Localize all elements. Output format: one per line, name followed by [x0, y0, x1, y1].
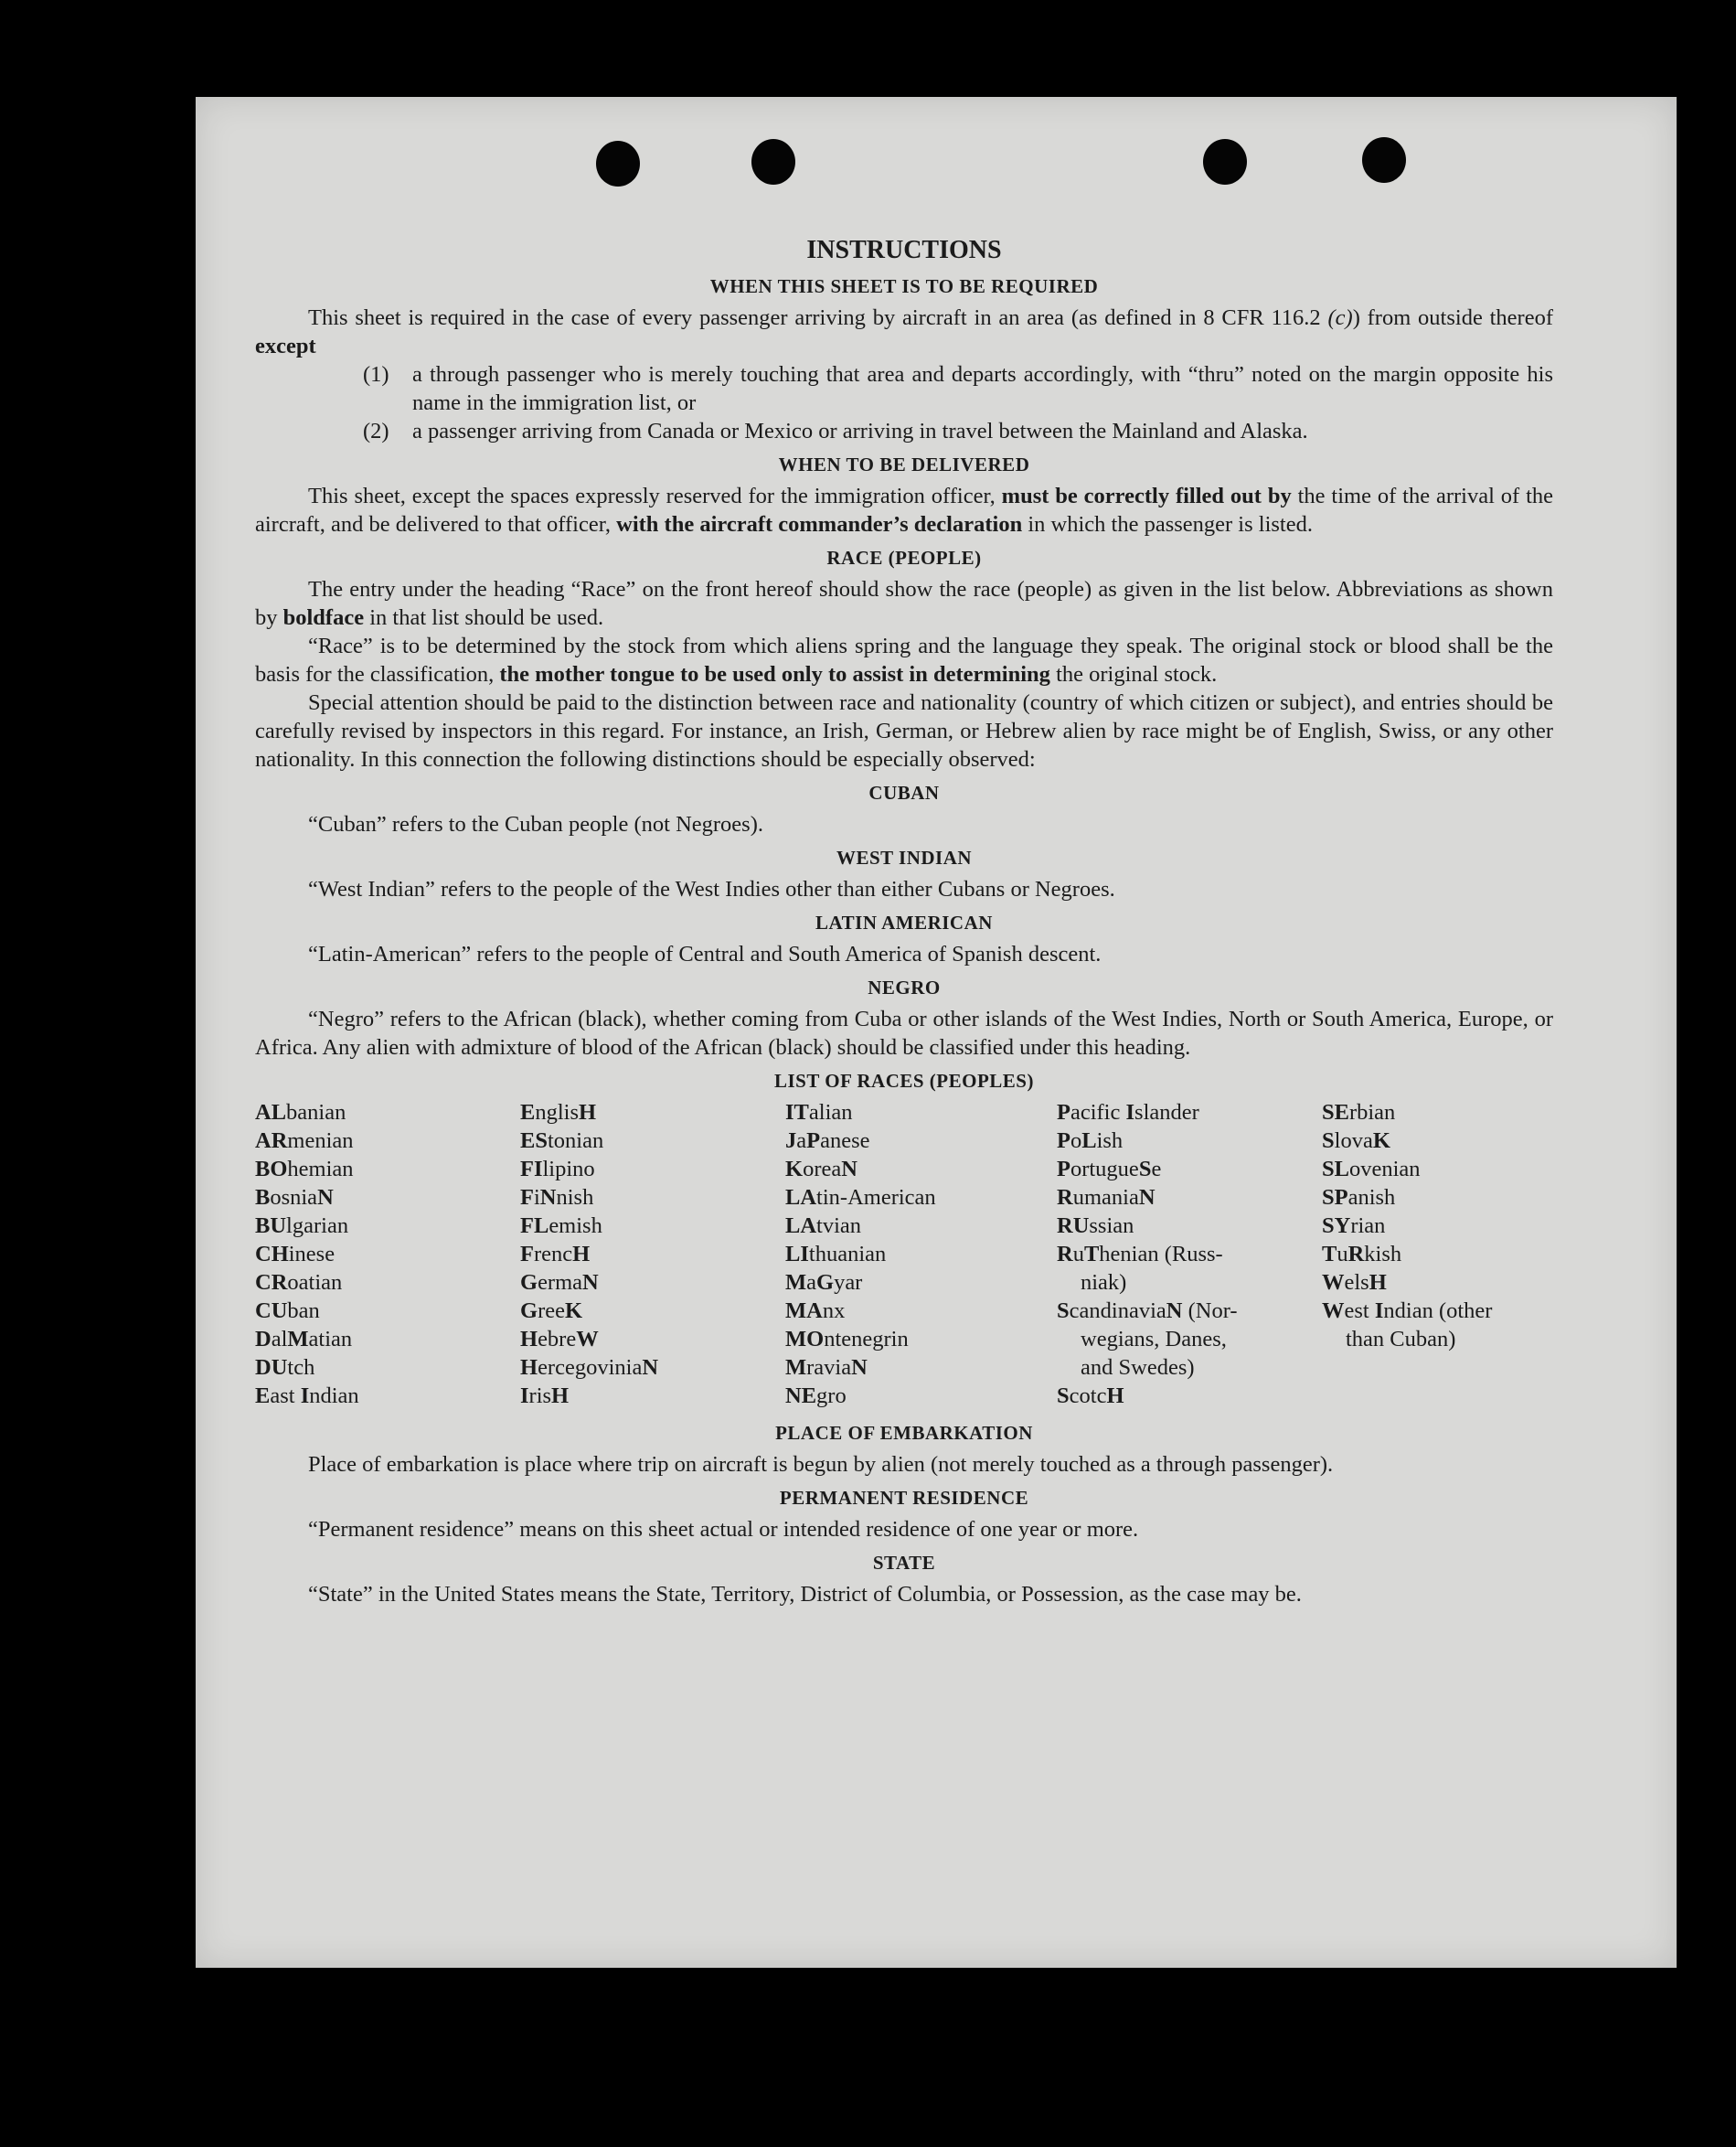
- west-indian-text: “West Indian” refers to the people of the West Indies other than either Cubans or Negroes.: [308, 877, 1115, 902]
- race-entry: RumaniaN: [1057, 1185, 1156, 1210]
- section-heading-west-indian: WEST INDIAN: [836, 847, 973, 869]
- race-entry: East Indian: [255, 1383, 359, 1408]
- race-entry: GermaN: [520, 1270, 599, 1295]
- section-heading-delivered: WHEN TO BE DELIVERED: [778, 454, 1030, 475]
- section-heading-negro: NEGRO: [868, 977, 941, 999]
- race-entry: West Indian (other: [1322, 1298, 1493, 1323]
- cuban-text: “Cuban” refers to the Cuban people (not Negroes).: [308, 812, 763, 837]
- race-entry: ITalian: [785, 1100, 853, 1125]
- state-text: “State” in the United States means the State, Territory, District of Columbia, or Possession, as the case may be.: [308, 1582, 1302, 1607]
- section-heading-embarkation: PLACE OF EMBARKATION: [775, 1422, 1033, 1444]
- race-entry: TuRkish: [1322, 1242, 1402, 1266]
- page-title: INSTRUCTIONS: [806, 236, 1002, 264]
- race-entry: SLovenian: [1322, 1157, 1421, 1181]
- race-entry: CUban: [255, 1298, 320, 1323]
- section-heading-required: WHEN THIS SHEET IS TO BE REQUIRED: [709, 275, 1099, 297]
- race-entry: MOntenegrin: [785, 1327, 909, 1351]
- delivered-paragraph: This sheet, except the spaces expressly reserved for the immigration officer, must be correctly filled out by the time of the arrival of the aircraft, and be delivered to that officer, with the aircraft commander’s declaration in which the passenger is listed.: [255, 484, 1553, 537]
- section-heading-list-of-races: LIST OF RACES (PEOPLES): [774, 1070, 1034, 1092]
- race-entry: BOhemian: [255, 1157, 354, 1181]
- race-paragraph-2: “Race” is to be determined by the stock from which aliens spring and the language they speak. The original stock or blood shall be the basis for the classification, the mother tongue to be used only to assist in determining the original stock.: [255, 634, 1553, 687]
- punch-hole: [596, 141, 640, 187]
- embarkation-text: Place of embarkation is place where trip on aircraft is begun by alien (not merely touched as a through passenger).: [308, 1452, 1334, 1477]
- race-entry: ALbanian: [255, 1100, 346, 1125]
- races-column: [520, 1098, 785, 1410]
- punch-hole: [1362, 137, 1406, 183]
- race-entry: SErbian: [1322, 1100, 1396, 1125]
- race-entry: CRoatian: [255, 1270, 343, 1295]
- section-heading-cuban: CUBAN: [868, 782, 940, 804]
- race-entry: and Swedes): [1081, 1355, 1195, 1380]
- race-entry: ScotcH: [1057, 1383, 1124, 1408]
- section-heading-residence: PERMANENT RESIDENCE: [779, 1487, 1029, 1509]
- race-entry: SPanish: [1322, 1185, 1396, 1210]
- race-entry: DUtch: [255, 1355, 315, 1380]
- latin-american-text: “Latin-American” refers to the people of Central and South America of Spanish descent.: [308, 942, 1102, 967]
- race-entry: PortugueSe: [1057, 1157, 1162, 1181]
- race-entry: PoLish: [1057, 1128, 1124, 1153]
- race-entry: EStonian: [520, 1128, 604, 1153]
- race-entry: LAtin-American: [785, 1185, 936, 1210]
- section-heading-state: STATE: [872, 1552, 936, 1574]
- race-entry: niak): [1081, 1270, 1127, 1295]
- race-paragraph-3: Special attention should be paid to the distinction between race and nationality (country of which citizen or subject), and entries should be carefully revised by inspectors in this regard. For instance, an Irish, German, or Hebrew alien by race might be of English, Swiss, or any other nationality. In this connection the following distinctions should be especially observed:: [255, 690, 1553, 772]
- punch-hole: [751, 139, 795, 185]
- race-entry: DalMatian: [255, 1327, 353, 1351]
- race-entry: FLemish: [520, 1213, 602, 1238]
- race-entry: FrencH: [520, 1242, 591, 1266]
- race-entry: FIlipino: [520, 1157, 595, 1181]
- races-column: [1322, 1098, 1553, 1410]
- races-list: [255, 1098, 1553, 1410]
- race-entry: JaPanese: [785, 1128, 870, 1153]
- race-entry: Pacific Islander: [1057, 1100, 1199, 1125]
- race-entry: BUlgarian: [255, 1213, 349, 1238]
- race-entry: HercegoviniaN: [520, 1355, 659, 1380]
- race-entry: WelsH: [1322, 1270, 1387, 1295]
- race-entry: RUssian: [1057, 1213, 1134, 1238]
- race-entry: HebreW: [520, 1327, 599, 1351]
- race-entry: MAnx: [785, 1298, 846, 1323]
- race-entry: IrisH: [520, 1383, 570, 1408]
- race-entry: LIthuanian: [785, 1242, 887, 1266]
- punch-hole: [1203, 139, 1247, 185]
- races-column: [785, 1098, 1057, 1410]
- races-column: [255, 1098, 520, 1410]
- race-entry: KoreaN: [785, 1157, 857, 1181]
- race-entry: GreeK: [520, 1298, 583, 1323]
- section-heading-latin-american: LATIN AMERICAN: [815, 912, 993, 934]
- negro-text: “Negro” refers to the African (black), whether coming from Cuba or other islands of the West Indies, North or South America, Europe, or Africa. Any alien with admixture of blood of the African (black) should be classified under this heading.: [255, 1007, 1553, 1060]
- exception-item: (2) a passenger arriving from Canada or Mexico or arriving in travel between the Mainland and Alaska.: [363, 419, 1308, 443]
- race-entry: MraviaN: [785, 1355, 868, 1380]
- race-entry: SlovaK: [1322, 1128, 1390, 1153]
- race-paragraph-1: The entry under the heading “Race” on the front hereof should show the race (people) as given in the list below. Abbreviations as shown by boldface in that list should be used.: [255, 577, 1553, 630]
- instructions-content: [255, 234, 1553, 1608]
- residence-text: “Permanent residence” means on this sheet actual or intended residence of one year or more.: [308, 1517, 1139, 1542]
- race-entry: NEgro: [785, 1383, 847, 1408]
- race-entry: EnglisH: [520, 1100, 597, 1125]
- race-entry: ScandinaviaN (Nor-: [1057, 1298, 1238, 1323]
- race-entry: LAtvian: [785, 1213, 862, 1238]
- race-entry: ARmenian: [255, 1128, 354, 1153]
- required-intro: This sheet is required in the case of every passenger arriving by aircraft in an area (as defined in 8 CFR 116.2 (c)) from outside thereof except: [255, 305, 1553, 358]
- race-entry: SYrian: [1322, 1213, 1386, 1238]
- race-entry: FiNnish: [520, 1185, 594, 1210]
- document-sheet: [196, 97, 1677, 1968]
- race-entry: BosniaN: [255, 1185, 334, 1210]
- section-heading-race: RACE (PEOPLE): [826, 547, 982, 569]
- race-entry: RuThenian (Russ-: [1057, 1242, 1223, 1266]
- race-entry: wegians, Danes,: [1081, 1327, 1227, 1351]
- race-entry: MaGyar: [785, 1270, 863, 1295]
- race-entry: CHinese: [255, 1242, 335, 1266]
- races-column: [1057, 1098, 1322, 1410]
- exception-item: (1) a through passenger who is merely touching that area and departs accordingly, with “thru” noted on the margin opposite his name in the immigration list, or: [363, 362, 1553, 415]
- race-entry: than Cuban): [1346, 1327, 1456, 1351]
